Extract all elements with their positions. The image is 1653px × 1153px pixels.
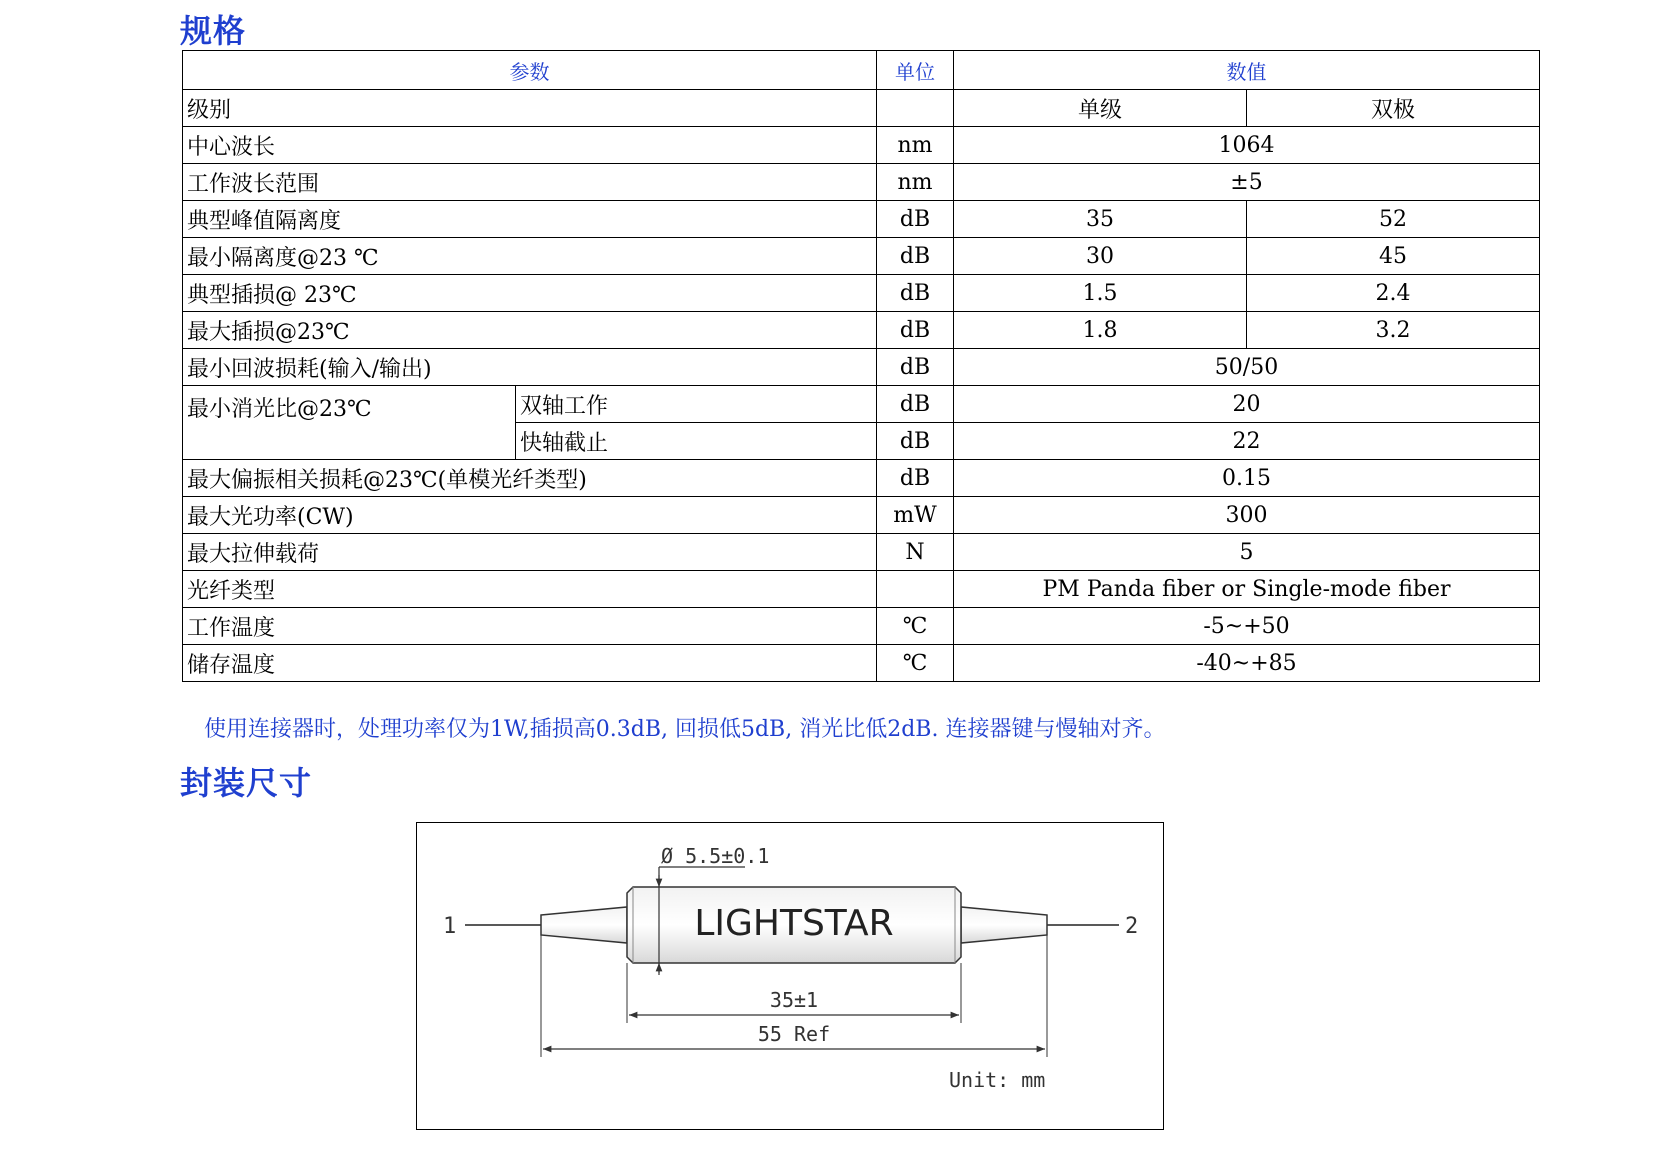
table-row [183,349,1540,386]
total-length-label: 55 Ref [757,1022,831,1046]
row-label: 工作温度 [183,608,877,645]
row-value: 20 [954,386,1540,423]
package-drawing [416,822,1164,1130]
row-unit: dB [877,423,954,460]
row-unit: mW [877,497,954,534]
row-unit: ℃ [877,608,954,645]
row-unit: dB [877,460,954,497]
row-unit: nm [877,164,954,201]
port-1-label: 1 [443,914,457,939]
grade-single: 单级 [954,90,1247,127]
table-row [183,460,1540,497]
table-row [183,534,1540,571]
table-row [183,608,1540,645]
row-unit: dB [877,386,954,423]
row-value: 22 [954,423,1540,460]
package-drawing-svg [417,823,1162,1128]
port-2-label: 2 [1125,914,1139,939]
row-unit: nm [877,127,954,164]
row-label: 典型峰值隔离度 [183,201,877,238]
grade-dual: 双极 [1247,90,1540,127]
row-value-dual: 2.4 [1247,275,1540,312]
row-label: 最大拉伸载荷 [183,534,877,571]
header-param: 参数 [183,51,877,90]
row-unit [877,571,954,608]
row-value-dual: 3.2 [1247,312,1540,349]
body-length-label: 35±1 [769,988,819,1012]
row-value-single: 1.5 [954,275,1247,312]
row-label: 储存温度 [183,645,877,682]
table-row [183,238,1540,275]
row-value-single: 30 [954,238,1247,275]
brand-label: LIGHTSTAR [694,903,894,944]
spec-table [182,50,1540,682]
row-value-dual: 52 [1247,201,1540,238]
row-value: 5 [954,534,1540,571]
row-label: 典型插损@ 23℃ [183,275,877,312]
row-label: 中心波长 [183,127,877,164]
table-row [183,571,1540,608]
unit-label: Unit: mm [949,1068,1046,1092]
row-value: 300 [954,497,1540,534]
row-label: 最大光功率(CW) [183,497,877,534]
row-value: 1064 [954,127,1540,164]
table-row [183,645,1540,682]
table-row [183,127,1540,164]
boot-right [961,907,1047,943]
table-row [183,497,1540,534]
connector-note: 使用连接器时，处理功率仅为1W,插损高0.3dB, 回损低5dB, 消光比低2dB. 连接器键与慢轴对齐。 [204,717,1166,742]
row-value-single: 1.8 [954,312,1247,349]
row-value: -5~+50 [954,608,1540,645]
row-label: 最小消光比@23℃ [183,386,516,460]
row-label: 最大插损@23℃ [183,312,877,349]
table-row [183,201,1540,238]
row-label: 工作波长范围 [183,164,877,201]
header-value: 数值 [954,51,1540,90]
spec-heading: 规格 [180,12,247,50]
diameter-label: Ø 5.5±0.1 [661,844,770,868]
row-unit: N [877,534,954,571]
table-row-grade [183,90,1540,127]
row-value: 50/50 [954,349,1540,386]
row-unit [877,90,954,127]
row-value-dual: 45 [1247,238,1540,275]
row-unit: dB [877,238,954,275]
row-label: 级别 [183,90,877,127]
row-unit: dB [877,349,954,386]
header-unit: 单位 [877,51,954,90]
row-value: -40~+85 [954,645,1540,682]
table-row-extinction [183,386,1540,423]
row-label: 最小隔离度@23 ℃ [183,238,877,275]
row-value: 0.15 [954,460,1540,497]
table-row [183,275,1540,312]
row-label: 光纤类型 [183,571,877,608]
row-unit: dB [877,312,954,349]
row-value: PM Panda fiber or Single-mode fiber [954,571,1540,608]
row-unit: dB [877,275,954,312]
table-header-row [183,51,1540,90]
row-label: 最大偏振相关损耗@23℃(单模光纤类型) [183,460,877,497]
row-unit: dB [877,201,954,238]
row-sublabel: 双轴工作 [516,386,877,423]
table-row [183,164,1540,201]
boot-left [541,907,627,943]
row-label: 最小回波损耗(输入/输出) [183,349,877,386]
row-value-single: 35 [954,201,1247,238]
row-unit: ℃ [877,645,954,682]
row-sublabel: 快轴截止 [516,423,877,460]
row-value: ±5 [954,164,1540,201]
table-row [183,312,1540,349]
package-heading: 封装尺寸 [180,764,313,802]
